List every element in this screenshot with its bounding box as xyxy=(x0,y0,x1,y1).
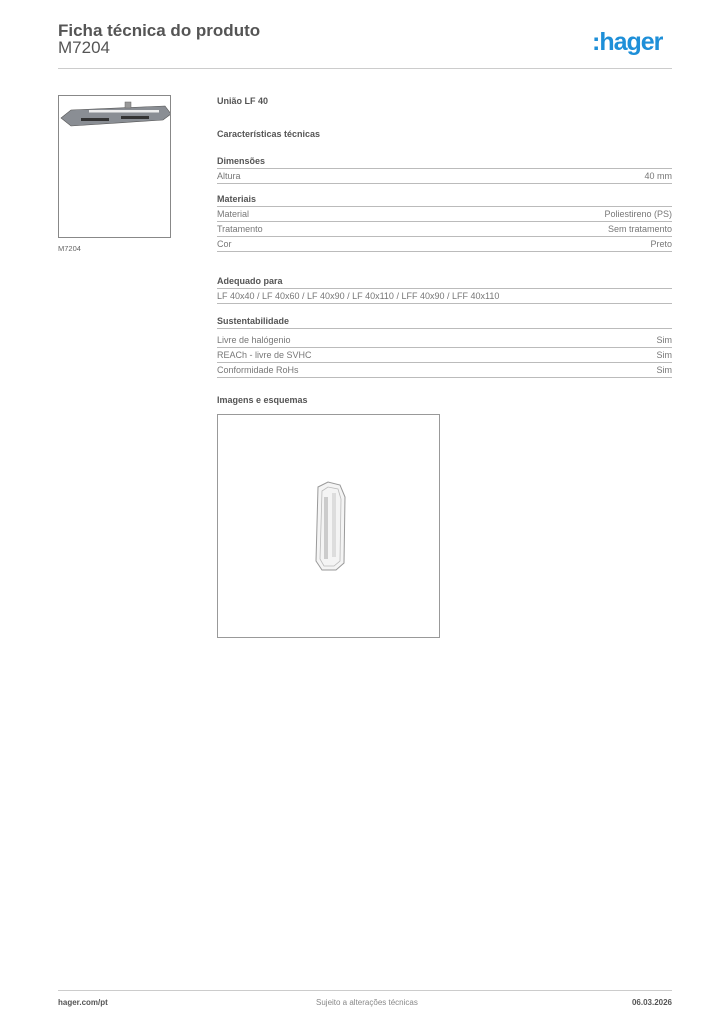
section-heading: Sustentabilidade xyxy=(217,316,672,329)
spec-label: Cor xyxy=(217,239,232,249)
section-materiais xyxy=(217,194,672,252)
section-sustentabilidade xyxy=(217,316,672,378)
section-adequado xyxy=(217,276,672,304)
spec-label: Livre de halógenio xyxy=(217,335,291,345)
technical-drawing xyxy=(217,414,440,638)
spec-label: Material xyxy=(217,209,250,219)
footer-note: Sujeito a alterações técnicas xyxy=(316,998,418,1007)
spec-value: Preto xyxy=(650,239,672,249)
compatible-list: LF 40x40 / LF 40x60 / LF 40x90 / LF 40x110 / LFF 40x90 / LFF 40x110 xyxy=(217,291,500,301)
spec-row xyxy=(217,169,672,184)
spec-value: Sim xyxy=(656,350,672,360)
spec-value: Poliestireno (PS) xyxy=(604,209,672,219)
spec-label: Altura xyxy=(217,171,241,181)
spec-row xyxy=(217,222,672,237)
hager-logo: :hager xyxy=(592,28,663,56)
spec-row xyxy=(217,333,672,348)
section-heading: Dimensões xyxy=(217,156,672,169)
spec-label: REACh - livre de SVHC xyxy=(217,350,312,360)
spec-value: Sim xyxy=(656,365,672,375)
footer-date: 06.03.2026 xyxy=(631,998,672,1007)
footer-divider xyxy=(58,990,672,991)
section-heading: Adequado para xyxy=(217,276,672,289)
spec-value: Sim xyxy=(656,335,672,345)
spec-row xyxy=(217,289,672,304)
spec-row xyxy=(217,363,672,378)
product-code: M7204 xyxy=(58,38,110,57)
product-name: União LF 40 xyxy=(217,96,269,106)
spec-value: 40 mm xyxy=(644,171,672,181)
spec-label: Conformidade RoHs xyxy=(217,365,299,375)
footer-website[interactable]: hager.com/pt xyxy=(58,998,108,1007)
images-heading: Imagens e esquemas xyxy=(217,395,308,405)
spec-row xyxy=(217,207,672,222)
tech-specs-heading: Características técnicas xyxy=(217,129,321,139)
section-dimensoes xyxy=(217,156,672,184)
spec-row xyxy=(217,237,672,252)
spec-label: Tratamento xyxy=(217,224,263,234)
photo-caption: M7204 xyxy=(58,244,81,253)
header-divider xyxy=(58,68,672,69)
page-title: Ficha técnica do produto xyxy=(58,21,261,40)
section-heading: Materiais xyxy=(217,194,672,207)
spec-row xyxy=(217,348,672,363)
product-photo xyxy=(58,95,171,238)
spec-value: Sem tratamento xyxy=(607,224,672,234)
